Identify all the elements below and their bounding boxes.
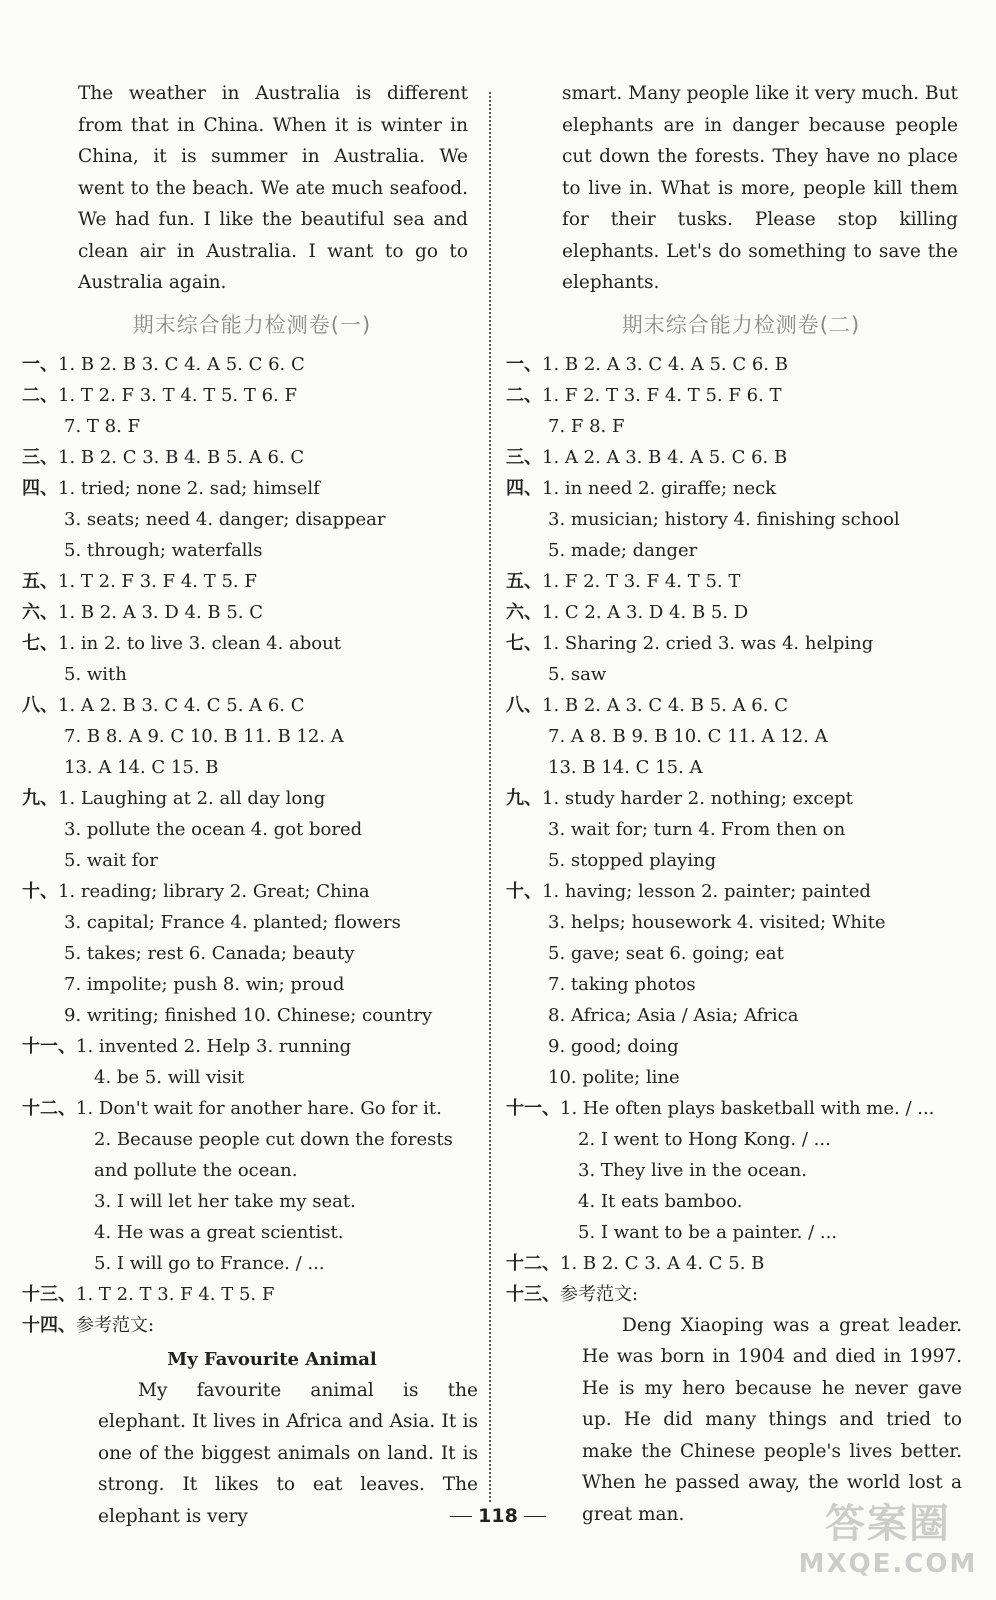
answer-text: 1. having; lesson 2. painter; painted bbox=[542, 880, 871, 902]
answer-line bbox=[22, 597, 482, 628]
answer-line bbox=[22, 783, 482, 814]
essay-title: My Favourite Animal bbox=[167, 1348, 377, 1370]
answer-text: 3. musician; history 4. finishing school bbox=[548, 508, 900, 530]
answer-line bbox=[22, 628, 482, 659]
answer-line bbox=[22, 1217, 482, 1248]
section-label: 三、 bbox=[22, 446, 58, 468]
answer-line bbox=[22, 907, 482, 938]
answer-text: 7. B 8. A 9. C 10. B 11. B 12. A bbox=[64, 725, 344, 747]
answer-text: 5. made; danger bbox=[548, 539, 698, 561]
answer-text: 1. B 2. A 3. D 4. B 5. C bbox=[58, 601, 264, 623]
answer-line bbox=[22, 473, 482, 504]
answer-text: 3. pollute the ocean 4. got bored bbox=[64, 818, 363, 840]
answer-line bbox=[22, 380, 482, 411]
answer-line bbox=[506, 442, 976, 473]
answer-line bbox=[22, 1155, 482, 1186]
section-label: 五、 bbox=[22, 570, 58, 592]
answer-text: 1. B 2. A 3. C 4. A 5. C 6. B bbox=[542, 353, 788, 375]
answer-text: 参考范文: bbox=[560, 1283, 639, 1305]
section-label: 四、 bbox=[22, 477, 58, 499]
left-column bbox=[22, 78, 482, 1532]
right-column bbox=[506, 78, 976, 1530]
answers-exam-1 bbox=[22, 349, 482, 1341]
answer-line bbox=[22, 814, 482, 845]
answer-line bbox=[506, 535, 976, 566]
answer-text: 7. T 8. F bbox=[64, 415, 141, 437]
answer-line bbox=[506, 1093, 976, 1124]
answer-text: 5. wait for bbox=[64, 849, 158, 871]
answer-line bbox=[506, 380, 976, 411]
answer-line bbox=[506, 504, 976, 535]
answer-line bbox=[22, 876, 482, 907]
answer-text: 3. seats; need 4. danger; disappear bbox=[64, 508, 386, 530]
section-label: 八、 bbox=[506, 694, 542, 716]
answer-line bbox=[22, 752, 482, 783]
answer-line bbox=[22, 938, 482, 969]
answer-line bbox=[506, 1217, 976, 1248]
section-label: 十二、 bbox=[22, 1097, 76, 1119]
answer-text: 1. He often plays basketball with me. / ... bbox=[560, 1097, 935, 1119]
answer-text: 5. through; waterfalls bbox=[64, 539, 263, 561]
answer-line bbox=[22, 504, 482, 535]
answer-line bbox=[506, 938, 976, 969]
answer-line bbox=[506, 690, 976, 721]
section-label: 七、 bbox=[506, 632, 542, 654]
answer-text: 7. A 8. B 9. B 10. C 11. A 12. A bbox=[548, 725, 828, 747]
section-label: 六、 bbox=[506, 601, 542, 623]
section-label: 十、 bbox=[506, 880, 542, 902]
answer-text: 5. gave; seat 6. going; eat bbox=[548, 942, 784, 964]
answer-line bbox=[506, 814, 976, 845]
answer-text: 参考范文: bbox=[76, 1314, 155, 1336]
page-footer bbox=[0, 1505, 996, 1527]
answer-line bbox=[506, 473, 976, 504]
answer-text: 1. C 2. A 3. D 4. B 5. D bbox=[542, 601, 749, 623]
answer-line bbox=[506, 1248, 976, 1279]
answers-exam-2 bbox=[506, 349, 976, 1310]
section-title-exam-2: 期末综合能力检测卷(二) bbox=[621, 312, 861, 337]
essay-paragraph-left: My favourite animal is the elephant. It lives in Africa and Asia. It is one of the biggest animals on land. It is strong. It likes to eat leaves. The elephant is very bbox=[98, 1379, 478, 1527]
answer-text: 1. B 2. C 3. A 4. C 5. B bbox=[560, 1252, 765, 1274]
answer-text: 7. impolite; push 8. win; proud bbox=[64, 973, 345, 995]
answer-line bbox=[506, 876, 976, 907]
answer-text: 3. wait for; turn 4. From then on bbox=[548, 818, 846, 840]
answer-text: 5. saw bbox=[548, 663, 607, 685]
answer-line bbox=[506, 1155, 976, 1186]
answer-line bbox=[22, 1000, 482, 1031]
answer-text: 1. tried; none 2. sad; himself bbox=[58, 477, 320, 499]
answer-text: 4. He was a great scientist. bbox=[94, 1221, 344, 1243]
answer-text: and pollute the ocean. bbox=[94, 1159, 298, 1181]
section-label: 七、 bbox=[22, 632, 58, 654]
answer-text: 2. I went to Hong Kong. / ... bbox=[578, 1128, 831, 1150]
answer-line bbox=[506, 752, 976, 783]
intro-paragraph: The weather in Australia is different from that in China. When it is winter in China, it is summer in Australia. We went to the beach. We ate much seafood. We had fun. I like the beautiful sea and clean air in Australia. I want to go to Australia again. bbox=[78, 83, 468, 293]
answer-line bbox=[22, 721, 482, 752]
section-label: 四、 bbox=[506, 477, 542, 499]
answer-text: 8. Africa; Asia / Asia; Africa bbox=[548, 1004, 799, 1026]
answer-line bbox=[506, 411, 976, 442]
section-label: 十三、 bbox=[506, 1283, 560, 1305]
answer-text: 5. with bbox=[64, 663, 127, 685]
section-label: 三、 bbox=[506, 446, 542, 468]
section-label: 六、 bbox=[22, 601, 58, 623]
section-label: 二、 bbox=[506, 384, 542, 406]
answer-text: 13. A 14. C 15. B bbox=[64, 756, 219, 778]
answer-line bbox=[22, 969, 482, 1000]
answer-text: 5. stopped playing bbox=[548, 849, 717, 871]
answer-text: 3. capital; France 4. planted; flowers bbox=[64, 911, 401, 933]
section-label: 二、 bbox=[22, 384, 58, 406]
column-divider bbox=[489, 92, 491, 1502]
section-label: 九、 bbox=[22, 787, 58, 809]
section-label: 十一、 bbox=[22, 1035, 76, 1057]
answer-text: 1. T 2. F 3. F 4. T 5. F bbox=[58, 570, 257, 592]
answer-text: 1. in need 2. giraffe; neck bbox=[542, 477, 777, 499]
section-label: 十三、 bbox=[22, 1283, 76, 1305]
answer-line bbox=[22, 566, 482, 597]
section-label: 八、 bbox=[22, 694, 58, 716]
answer-line bbox=[506, 1000, 976, 1031]
answer-line bbox=[22, 1310, 482, 1341]
answer-text: 3. I will let her take my seat. bbox=[94, 1190, 356, 1212]
answer-text: 1. F 2. T 3. F 4. T 5. T bbox=[542, 570, 741, 592]
answer-text: 3. They live in the ocean. bbox=[578, 1159, 807, 1181]
answer-line bbox=[506, 628, 976, 659]
answer-text: 7. F 8. F bbox=[548, 415, 625, 437]
answer-line bbox=[506, 597, 976, 628]
answer-text: 5. I want to be a painter. / ... bbox=[578, 1221, 838, 1243]
essay-paragraph-right: Deng Xiaoping was a great leader. He was born in 1904 and died in 1997. He is my hero because he never gave up. He did many things and tried to make the Chinese people's lives better. When he passed away, the world lost a great man. bbox=[582, 1314, 962, 1525]
answer-text: 2. Because people cut down the forests bbox=[94, 1128, 453, 1150]
answer-text: 5. takes; rest 6. Canada; beauty bbox=[64, 942, 355, 964]
answer-text: 1. F 2. T 3. F 4. T 5. F 6. T bbox=[542, 384, 782, 406]
answer-line bbox=[22, 1186, 482, 1217]
answer-line bbox=[22, 442, 482, 473]
answer-text: 4. be 5. will visit bbox=[94, 1066, 245, 1088]
page-number: 118 bbox=[478, 1505, 518, 1527]
answer-line bbox=[506, 907, 976, 938]
answer-line bbox=[506, 969, 976, 1000]
answer-line bbox=[506, 659, 976, 690]
answer-line bbox=[22, 690, 482, 721]
section-label: 十、 bbox=[22, 880, 58, 902]
answer-line bbox=[506, 845, 976, 876]
answer-text: 9. good; doing bbox=[548, 1035, 679, 1057]
continued-paragraph: smart. Many people like it very much. But elephants are in danger because people cut down the forests. They have no place to live in. What is more, people kill them for their tusks. Please stop killing elephants. Let's do something to save the elephants. bbox=[562, 83, 958, 293]
answer-text: 1. in 2. to live 3. clean 4. about bbox=[58, 632, 341, 654]
section-title-exam-1: 期末综合能力检测卷(一) bbox=[132, 312, 372, 337]
answer-line bbox=[506, 783, 976, 814]
watermark-top-text: 答案圈 bbox=[825, 1501, 951, 1547]
answer-line bbox=[22, 349, 482, 380]
answer-text: 9. writing; finished 10. Chinese; country bbox=[64, 1004, 433, 1026]
answer-text: 10. polite; line bbox=[548, 1066, 680, 1088]
answer-line bbox=[506, 1124, 976, 1155]
answer-text: 3. helps; housework 4. visited; White bbox=[548, 911, 886, 933]
answer-text: 1. Don't wait for another hare. Go for it. bbox=[76, 1097, 442, 1119]
answer-text: 1. A 2. A 3. B 4. A 5. C 6. B bbox=[542, 446, 788, 468]
answer-text: 1. A 2. B 3. C 4. C 5. A 6. C bbox=[58, 694, 305, 716]
section-label: 十四、 bbox=[22, 1314, 76, 1336]
answer-line bbox=[506, 1031, 976, 1062]
section-label: 一、 bbox=[506, 353, 542, 375]
answer-line bbox=[22, 1124, 482, 1155]
answer-text: 5. I will go to France. / ... bbox=[94, 1252, 325, 1274]
answer-line bbox=[22, 1031, 482, 1062]
answer-line bbox=[22, 411, 482, 442]
answer-line bbox=[506, 721, 976, 752]
answer-line bbox=[22, 1279, 482, 1310]
answer-text: 1. T 2. T 3. F 4. T 5. F bbox=[76, 1283, 275, 1305]
section-label: 五、 bbox=[506, 570, 542, 592]
answer-text: 4. It eats bamboo. bbox=[578, 1190, 743, 1212]
answer-line bbox=[506, 1062, 976, 1093]
section-label: 十一、 bbox=[506, 1097, 560, 1119]
answer-text: 1. invented 2. Help 3. running bbox=[76, 1035, 352, 1057]
answer-text: 1. B 2. B 3. C 4. A 5. C 6. C bbox=[58, 353, 305, 375]
answer-text: 13. B 14. C 15. A bbox=[548, 756, 703, 778]
answer-text: 1. Laughing at 2. all day long bbox=[58, 787, 326, 809]
answer-line bbox=[22, 845, 482, 876]
answer-text: 1. B 2. C 3. B 4. B 5. A 6. C bbox=[58, 446, 305, 468]
answer-text: 1. study harder 2. nothing; except bbox=[542, 787, 853, 809]
footer-dash-right bbox=[524, 1516, 546, 1517]
answer-line bbox=[22, 1248, 482, 1279]
answer-line bbox=[506, 349, 976, 380]
footer-dash-left bbox=[450, 1516, 472, 1517]
answer-line bbox=[22, 659, 482, 690]
answer-text: 1. T 2. F 3. T 4. T 5. T 6. F bbox=[58, 384, 297, 406]
answer-text: 1. reading; library 2. Great; China bbox=[58, 880, 370, 902]
answer-line bbox=[506, 1186, 976, 1217]
answer-line bbox=[22, 535, 482, 566]
section-label: 十二、 bbox=[506, 1252, 560, 1274]
section-label: 一、 bbox=[22, 353, 58, 375]
answer-line bbox=[22, 1093, 482, 1124]
answer-line bbox=[22, 1062, 482, 1093]
answer-text: 1. B 2. A 3. C 4. B 5. A 6. C bbox=[542, 694, 788, 716]
answer-text: 1. Sharing 2. cried 3. was 4. helping bbox=[542, 632, 874, 654]
answer-text: 7. taking photos bbox=[548, 973, 696, 995]
watermark-bottom-text: MXQE.COM bbox=[798, 1549, 978, 1579]
section-label: 九、 bbox=[506, 787, 542, 809]
answer-line bbox=[506, 566, 976, 597]
answer-line bbox=[506, 1279, 976, 1310]
